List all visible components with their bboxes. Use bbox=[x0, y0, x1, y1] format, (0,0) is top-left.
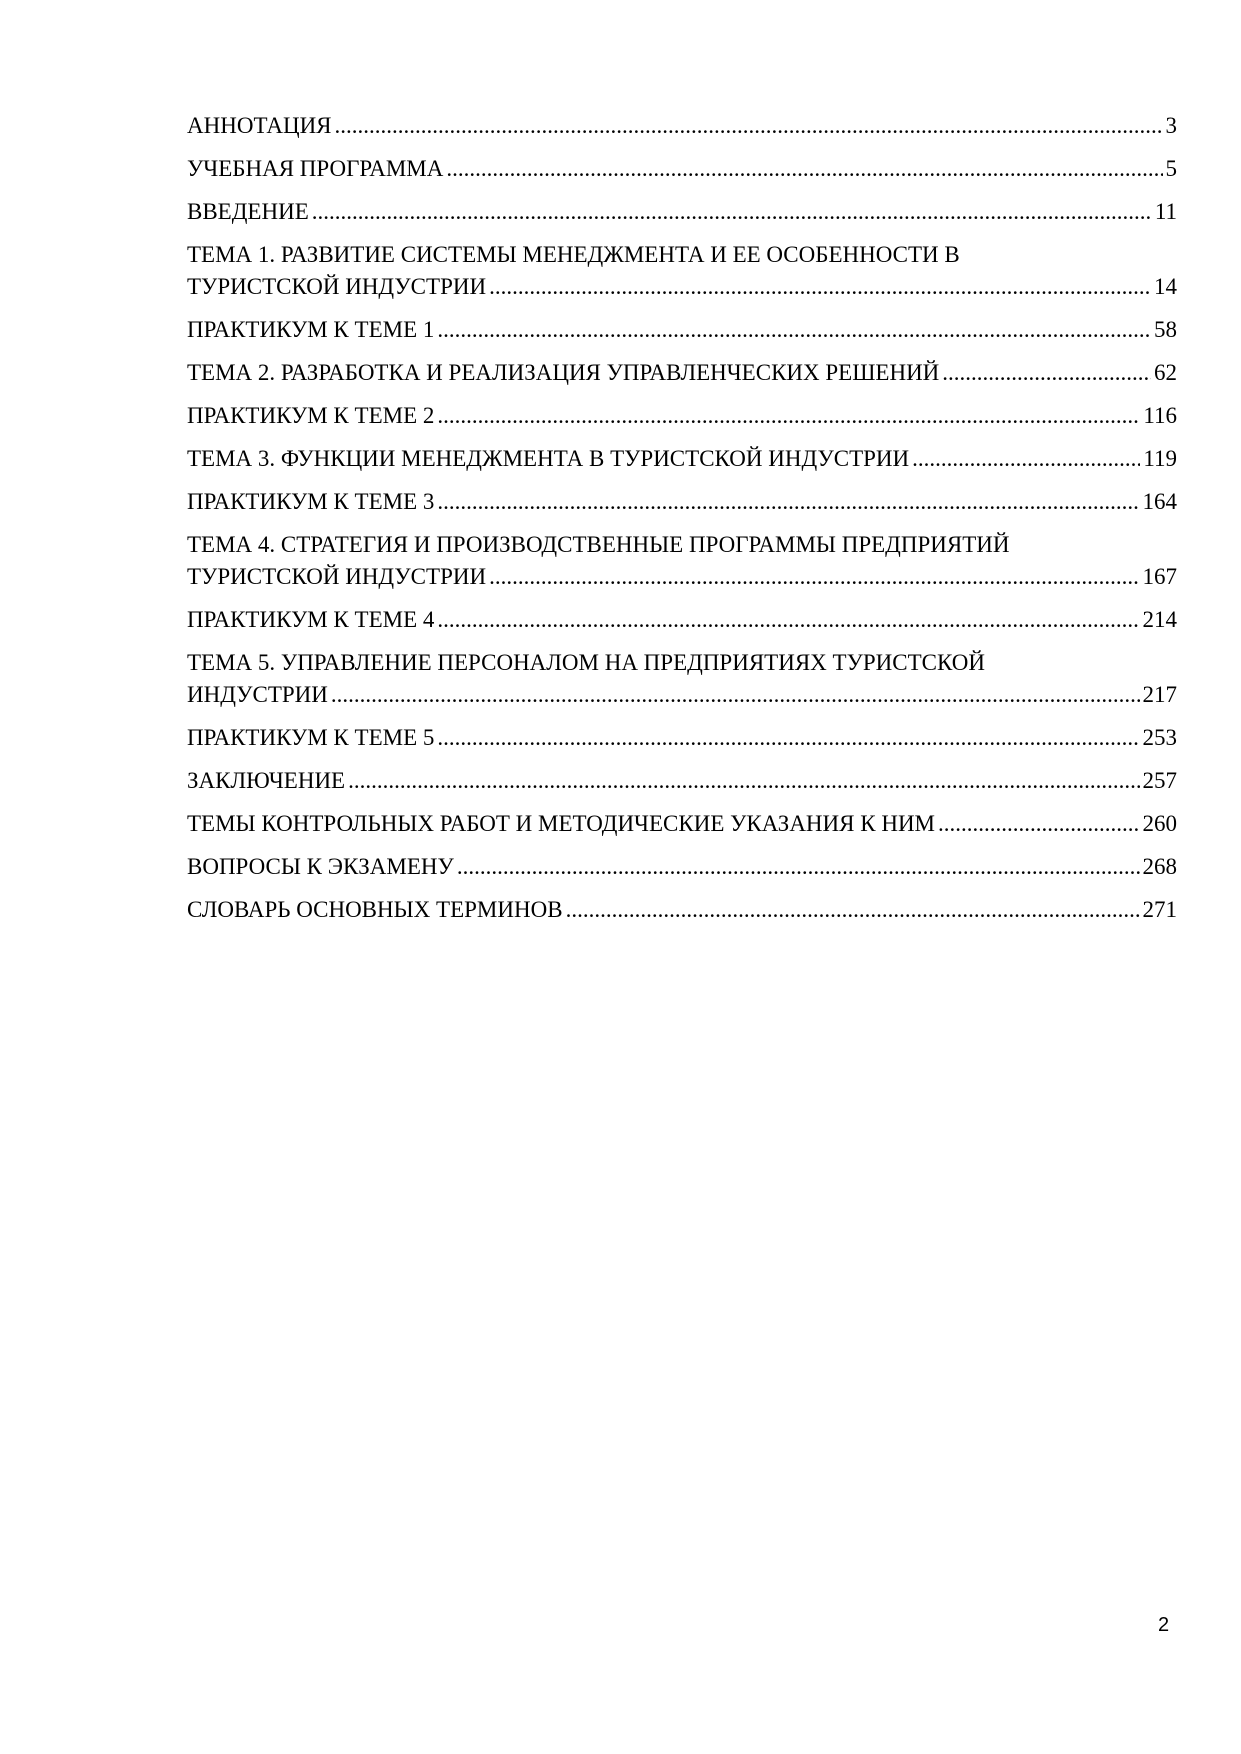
toc-entry-topic-2[interactable] bbox=[187, 357, 1177, 389]
toc-entry-page: 167 bbox=[1142, 564, 1177, 589]
toc-dot-leader bbox=[437, 400, 1140, 432]
toc-entry-practicum-1[interactable] bbox=[187, 314, 1177, 346]
toc-dot-leader bbox=[938, 808, 1139, 840]
toc-entry-topic-3[interactable] bbox=[187, 443, 1177, 475]
toc-entry-page: 214 bbox=[1142, 607, 1177, 632]
toc-dot-leader bbox=[489, 271, 1151, 303]
toc-entry-practicum-5[interactable] bbox=[187, 722, 1177, 754]
toc-entry-title-line2: ИНДУСТРИИ bbox=[187, 682, 328, 707]
toc-entry-page: 5 bbox=[1165, 156, 1177, 181]
toc-entry-page: 3 bbox=[1165, 113, 1177, 138]
toc-dot-leader bbox=[348, 765, 1139, 797]
toc-entry-title-line1: ТЕМА 1. РАЗВИТИЕ СИСТЕМЫ МЕНЕДЖМЕНТА И ЕЕ ОСОБЕННОСТИ В bbox=[187, 242, 960, 267]
toc-dot-leader bbox=[331, 679, 1140, 711]
toc-entry-title: ПРАКТИКУМ К ТЕМЕ 2 bbox=[187, 403, 435, 428]
toc-dot-leader bbox=[335, 110, 1163, 142]
toc-entry-title: ЗАКЛЮЧЕНИЕ bbox=[187, 768, 346, 793]
toc-entry-title-line2: ТУРИСТСКОЙ ИНДУСТРИИ bbox=[187, 564, 487, 589]
toc-entry-practicum-3[interactable] bbox=[187, 486, 1177, 518]
toc-entry-page: 58 bbox=[1154, 317, 1177, 342]
toc-entry-page: 271 bbox=[1142, 897, 1177, 922]
toc-entry-title: ТЕМА 3. ФУНКЦИИ МЕНЕДЖМЕНТА В ТУРИСТСКОЙ ИНДУСТРИИ bbox=[187, 446, 910, 471]
toc-dot-leader bbox=[437, 604, 1139, 636]
toc-entry-page: 14 bbox=[1154, 274, 1177, 299]
toc-entry-title: ВОПРОСЫ К ЭКЗАМЕНУ bbox=[187, 854, 454, 879]
table-of-contents bbox=[187, 110, 1177, 937]
toc-dot-leader bbox=[942, 357, 1151, 389]
toc-entry-conclusion[interactable] bbox=[187, 765, 1177, 797]
toc-entry-page: 11 bbox=[1154, 199, 1177, 224]
toc-entry-title: СЛОВАРЬ ОСНОВНЫХ ТЕРМИНОВ bbox=[187, 897, 563, 922]
toc-entry-title-line1: ТЕМА 4. СТРАТЕГИЯ И ПРОИЗВОДСТВЕННЫЕ ПРОГРАММЫ ПРЕДПРИЯТИЙ bbox=[187, 532, 1010, 557]
toc-entry-title: АННОТАЦИЯ bbox=[187, 113, 332, 138]
toc-dot-leader bbox=[446, 153, 1162, 185]
toc-entry-title: ПРАКТИКУМ К ТЕМЕ 3 bbox=[187, 489, 435, 514]
toc-entry-exam-questions[interactable] bbox=[187, 851, 1177, 883]
toc-dot-leader bbox=[566, 894, 1140, 926]
toc-entry-page: 217 bbox=[1142, 682, 1177, 707]
toc-entry-page: 119 bbox=[1143, 446, 1177, 471]
toc-entry-page: 62 bbox=[1154, 360, 1177, 385]
toc-entry-title: ПРАКТИКУМ К ТЕМЕ 5 bbox=[187, 725, 435, 750]
toc-entry-page: 116 bbox=[1143, 403, 1177, 428]
toc-entry-page: 257 bbox=[1142, 768, 1177, 793]
toc-entry-page: 164 bbox=[1142, 489, 1177, 514]
toc-entry-practicum-4[interactable] bbox=[187, 604, 1177, 636]
toc-dot-leader bbox=[437, 314, 1151, 346]
toc-entry-title: ТЕМЫ КОНТРОЛЬНЫХ РАБОТ И МЕТОДИЧЕСКИЕ УКАЗАНИЯ К НИМ bbox=[187, 811, 936, 836]
toc-entry-page: 260 bbox=[1142, 811, 1177, 836]
toc-entry-topic-5[interactable] bbox=[187, 647, 1177, 711]
toc-entry-practicum-2[interactable] bbox=[187, 400, 1177, 432]
toc-entry-page: 268 bbox=[1142, 854, 1177, 879]
toc-dot-leader bbox=[457, 851, 1140, 883]
toc-entry-title: ТЕМА 2. РАЗРАБОТКА И РЕАЛИЗАЦИЯ УПРАВЛЕНЧЕСКИХ РЕШЕНИЙ bbox=[187, 360, 940, 385]
toc-dot-leader bbox=[312, 196, 1152, 228]
toc-entry-page: 253 bbox=[1142, 725, 1177, 750]
toc-entry-curriculum[interactable] bbox=[187, 153, 1177, 185]
toc-entry-title: ПРАКТИКУМ К ТЕМЕ 4 bbox=[187, 607, 435, 632]
toc-entry-introduction[interactable] bbox=[187, 196, 1177, 228]
toc-entry-topic-4[interactable] bbox=[187, 529, 1177, 593]
toc-entry-glossary[interactable] bbox=[187, 894, 1177, 926]
toc-entry-title: ВВЕДЕНИЕ bbox=[187, 199, 309, 224]
toc-dot-leader bbox=[437, 486, 1139, 518]
toc-entry-control-works[interactable] bbox=[187, 808, 1177, 840]
toc-entry-title-line1: ТЕМА 5. УПРАВЛЕНИЕ ПЕРСОНАЛОМ НА ПРЕДПРИЯТИЯХ ТУРИСТСКОЙ bbox=[187, 650, 985, 675]
toc-dot-leader bbox=[912, 443, 1140, 475]
toc-entry-annotation[interactable] bbox=[187, 110, 1177, 142]
toc-entry-title: УЧЕБНАЯ ПРОГРАММА bbox=[187, 156, 444, 181]
toc-dot-leader bbox=[489, 561, 1139, 593]
toc-entry-title-line2: ТУРИСТСКОЙ ИНДУСТРИИ bbox=[187, 274, 487, 299]
toc-entry-title: ПРАКТИКУМ К ТЕМЕ 1 bbox=[187, 317, 435, 342]
page-number: 2 bbox=[1158, 1614, 1170, 1636]
toc-entry-topic-1[interactable] bbox=[187, 239, 1177, 303]
toc-dot-leader bbox=[437, 722, 1139, 754]
